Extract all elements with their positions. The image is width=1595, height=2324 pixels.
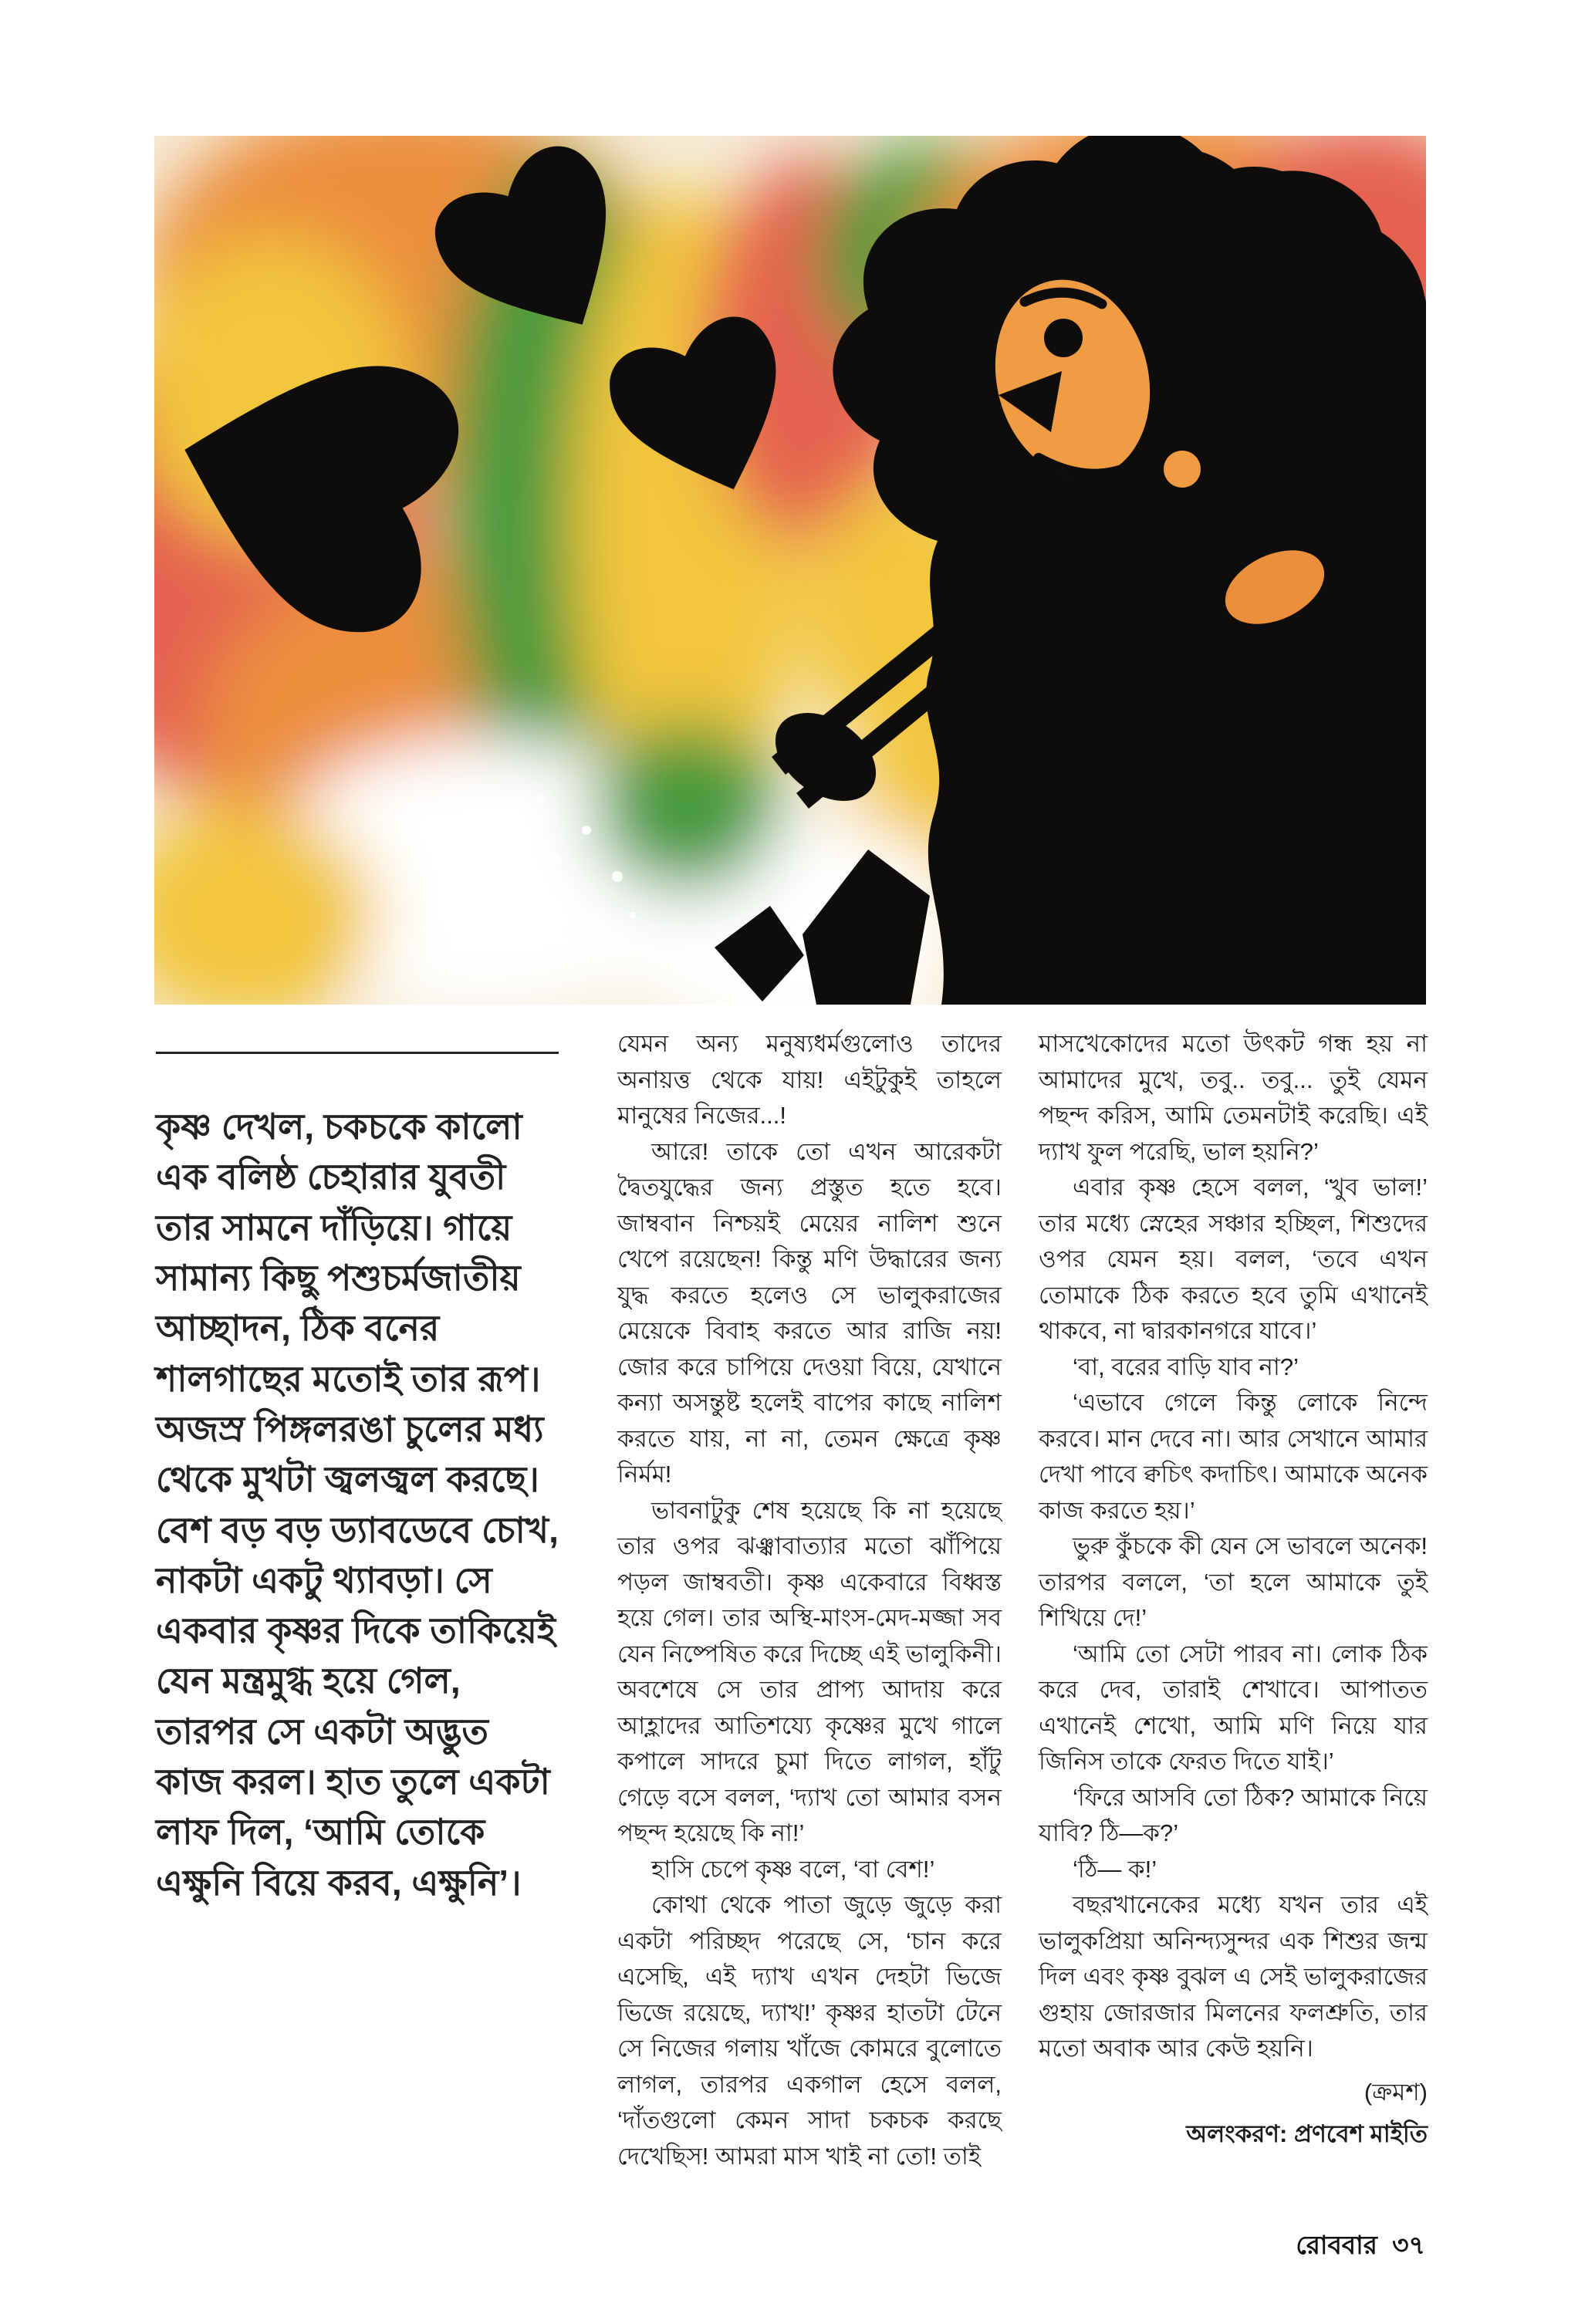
body-paragraph: বছরখানেকের মধ্যে যখন তার এই ভালুকপ্রিয়া অনিন্দ্যসুন্দর এক শিশুর জন্ম দিল এবং কৃষ্ণ বুঝল এ সেই ভালুকরাজের গুহায় জোরজার মিলনের ফলশ্রুতি, তার মতো অবাক আর কেউ হয়নি। — [1039, 1891, 1428, 2062]
figure-head-bump — [1273, 240, 1426, 394]
figure-eye — [1044, 319, 1083, 357]
page-footer — [1288, 2225, 1425, 2268]
body-paragraph: মাসখেকোদের মতো উৎকট গন্ধ হয় না আমাদের মুখে, তবু.. তবু... তুই যেমন পছন্দ করিস, আমি তেমনটাই করেছি। এই দ্যাখ ফুল পরেছি, ভাল হয়নি?’ — [1039, 1030, 1428, 1165]
body-paragraph: যেমন অন্য মনুষ্যধর্মগুলোও তাদের অনায়ত্ত থেকে যায়! এইটুকুই তাহলে মানুষের নিজের...! — [617, 1030, 1002, 1129]
body-paragraph: কোথা থেকে পাতা জুড়ে জুড়ে করা একটা পরিচ্ছদ পরেছে সে, ‘চান করে এসেছি, এই দ্যাখ এখন দেহটা ভিজে ভিজে রয়েছে, দ্যাখ!’ কৃষ্ণর হাতটা টেনে সে নিজের গলায় খাঁজে কোমরে বুলোতে লাগল, তারপর একগাল হেসে বলল, ‘দাঁতগুলো কেমন সাদা চকচক করছে দেখেছিস! আমরা মাস খাই না তো! তাই — [617, 1891, 1002, 2170]
continuation-mark: (ক্রমশ) — [1364, 2078, 1428, 2106]
middle-column — [617, 1026, 1002, 2174]
illustration-credit: অলংকরণ: প্রণবেশ মাইতি — [1186, 2120, 1428, 2147]
body-paragraph: ভুরু কুঁচকে কী যেন সে ভাবলে অনেক! তারপর বললে, ‘তা হলে আমাকে তুই শিখিয়ে দে!’ — [1039, 1532, 1428, 1631]
body-paragraph: ‘ঠি— ক!’ — [1073, 1855, 1157, 1883]
body-paragraph: ‘আমি তো সেটা পারব না। লোক ঠিক করে দেব, তারাই শেখাবে। আপাতত এখানেই শেখো, আমি মণি নিয়ে যার জিনিস তাকে ফেরত দিতে যাই।’ — [1039, 1640, 1428, 1775]
figure-ear-hole — [1164, 451, 1201, 488]
body-paragraph: ‘এভাবে গেলে কিন্তু লোকে নিন্দে করবে। মান দেবে না। আর সেখানে আমার দেখা পাবে ক্বচিৎ কদাচিৎ। আমাকে অনেক কাজ করতে হয়।’ — [1039, 1389, 1428, 1524]
right-column — [1039, 1026, 1428, 2153]
body-paragraph: ‘ফিরে আসবি তো ঠিক? আমাকে নিয়ে যাবি? ঠি—ক?’ — [1039, 1783, 1428, 1846]
lead-column-rule — [156, 1052, 559, 1054]
lead-column — [156, 1102, 563, 1908]
body-paragraph: ‘বা, বরের বাড়ি যাব না?’ — [1073, 1353, 1299, 1380]
body-paragraph: হাসি চেপে কৃষ্ণ বলে, ‘বা বেশ!’ — [651, 1855, 935, 1883]
body-paragraph: আরে! তাকে তো এখন আরেকটা দ্বৈতযুদ্ধের জন্য প্রস্তুত হতে হবে। জাম্ববান নিশ্চয়ই মেয়ের নালিশ শুনে খেপে রয়েছেন! কিন্তু মণি উদ্ধারের জন্য যুদ্ধ করতে হলেও সে ভালুকরাজের মেয়েকে বিবাহ করতে আর রাজি নয়! জোর করে চাপিয়ে দেওয়া বিয়ে, যেখানে কন্যা অসন্তুষ্ট হলেই বাপের কাছে নালিশ করতে যায়, না না, তেমন ক্ষেত্রে কৃষ্ণ নির্মম! — [617, 1137, 1002, 1488]
body-paragraph: এবার কৃষ্ণ হেসে বলল, ‘খুব ভাল!’ তার মধ্যে স্নেহের সঞ্চার হচ্ছিল, শিশুদের ওপর যেমন হয়। বলল, ‘তবে এখন তোমাকে ঠিক করতে হবে তুমি এখানেই থাকবে, না দ্বারকানগরে যাবে।’ — [1039, 1174, 1428, 1344]
lead-paragraph: কৃষ্ণ দেখল, চকচকে কালো এক বলিষ্ঠ চেহারার যুবতী তার সামনে দাঁড়িয়ে। গায়ে সামান্য কিছু পশুচর্মজাতীয় আচ্ছাদন, ঠিক বনের শালগাছের মতোই তার রূপ। অজস্র পিঙ্গলরঙা চুলের মধ্য থেকে মুখটা জ্বলজ্বল করছে। বেশ বড় বড় ড্যাবডেবে চোখ, নাকটা একটু থ্যাবড়া। সে একবার কৃষ্ণর দিকে তাকিয়েই যেন মন্ত্রমুগ্ধ হয়ে গেল, তারপর সে একটা অদ্ভুত কাজ করল। হাত তুলে একটা লাফ দিল, ‘আমি তোকে এক্ষুনি বিয়ে করব, এক্ষুনি’। — [156, 1106, 559, 1903]
artwork-illustration — [154, 136, 1426, 1005]
body-paragraph: ভাবনাটুকু শেষ হয়েছে কি না হয়েছে তার ওপর ঝঞ্ঝাবাত্যার মতো ঝাঁপিয়ে পড়ল জাম্ববতী। কৃষ্ণ একেবারে বিধ্বস্ত হয়ে গেল। তার অস্থি-মাংস-মেদ-মজ্জা সব যেন নিষ্পেষিত করে দিচ্ছে এই ভালুকিনী। অবশেষে সে তার প্রাপ্য আদায় করে আহ্লাদের আতিশয্যে কৃষ্ণের মুখে গালে কপালে সাদরে চুমা দিতে লাগল, হাঁটু গেড়ে বসে বলল, ‘দ্যাখ তো আমার বসন পছন্দ হয়েছে কি না!’ — [617, 1496, 1002, 1846]
magazine-name: রোববার — [1296, 2231, 1377, 2259]
collage-artwork-svg — [154, 136, 1426, 1005]
page-number: ৩৭ — [1392, 2231, 1425, 2259]
